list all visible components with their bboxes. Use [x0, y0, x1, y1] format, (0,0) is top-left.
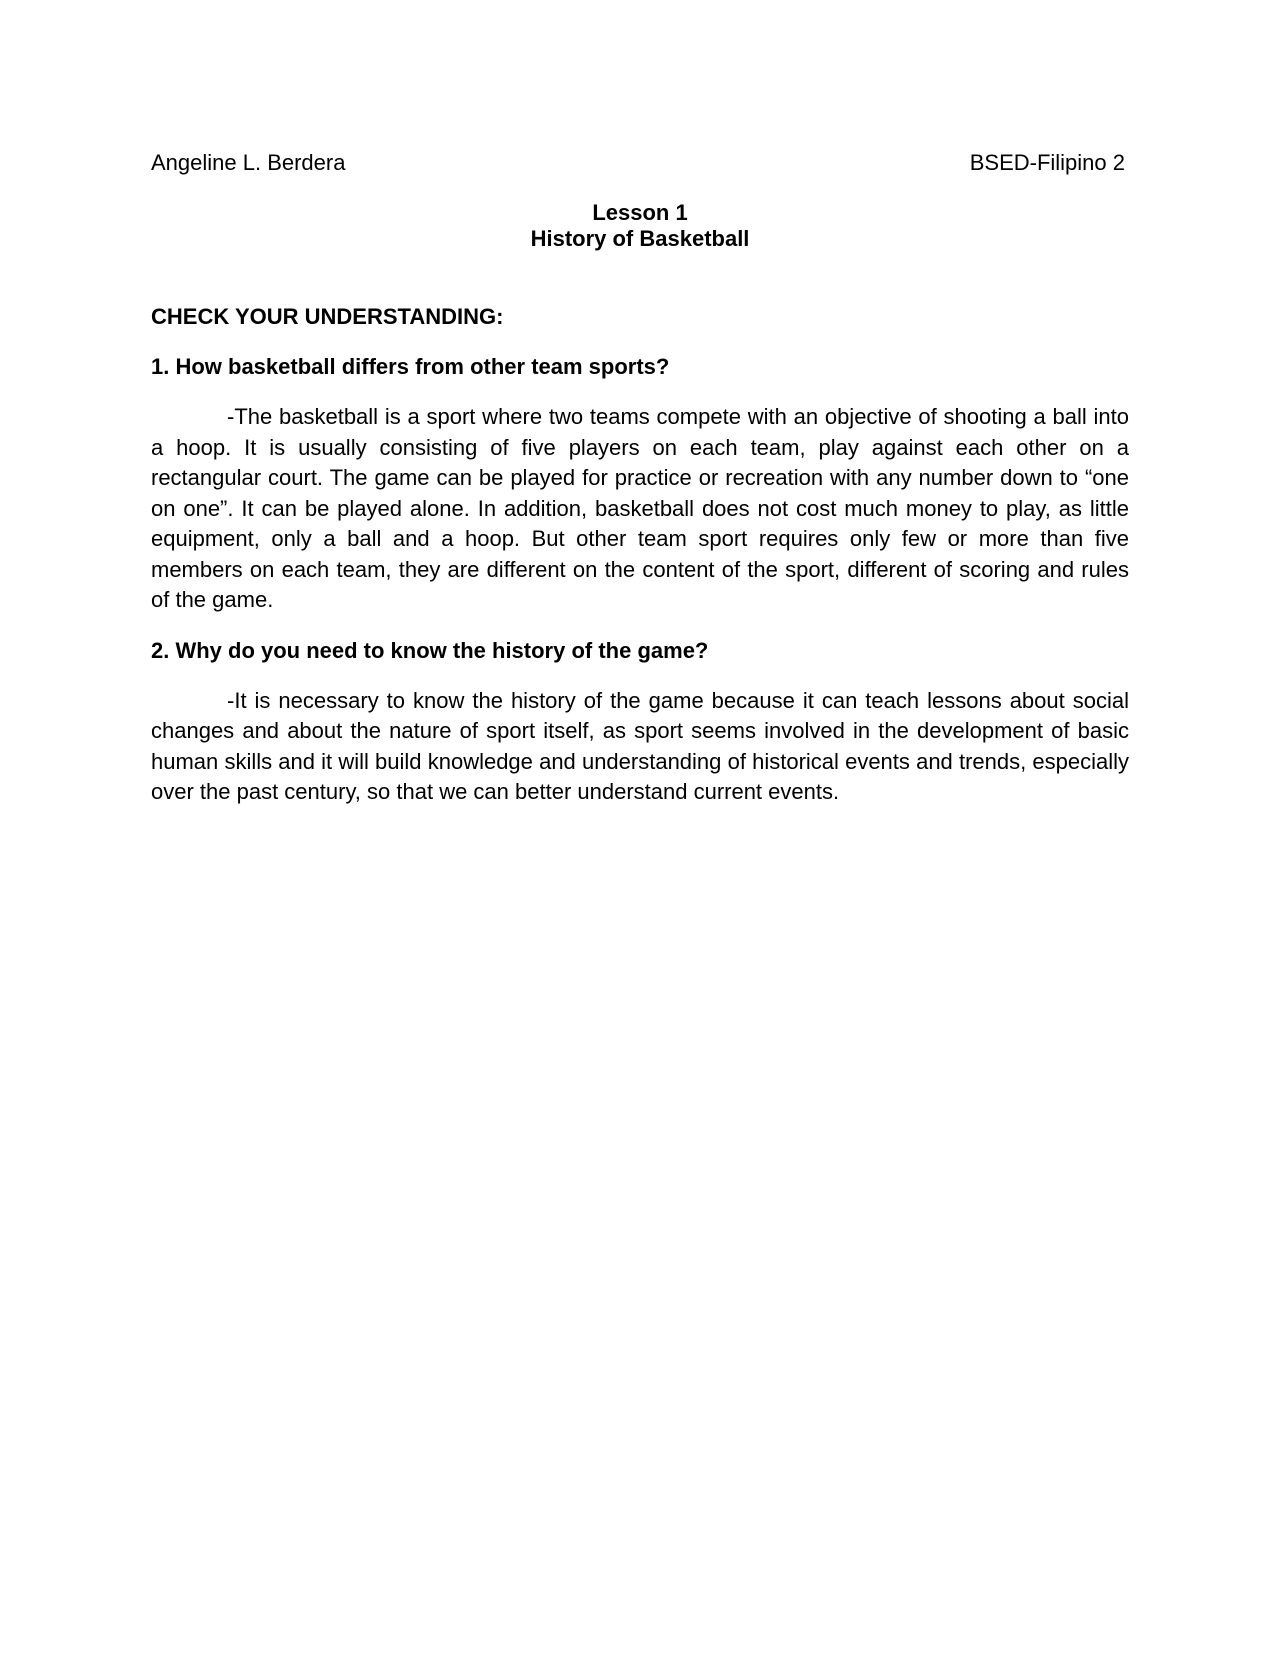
section-heading: CHECK YOUR UNDERSTANDING: — [151, 304, 504, 329]
lesson-topic: History of Basketball — [530, 226, 750, 251]
answer-2: -It is necessary to know the history of the game because it can teach lessons about social changes and about the nature of sport itself, as sport seems involved in the development of basic human skills and it will build knowledge and understanding of historical events and trends, especially over the past century, so that we can better understand current events. — [151, 687, 1129, 804]
course-label: BSED-Filipino 2 — [969, 150, 1125, 175]
document-content — [151, 148, 1129, 808]
lesson-title: Lesson 1 — [592, 200, 688, 225]
question-2: 2. Why do you need to know the history of the game? — [151, 637, 709, 663]
author-name: Angeline L. Berdera — [151, 150, 346, 175]
document-header — [151, 148, 1129, 178]
question-1: 1. How basketball differs from other team sports? — [151, 354, 670, 379]
title-block — [151, 200, 1129, 252]
answer-1: -The basketball is a sport where two teams compete with an objective of shooting a ball into a hoop. It is usually consisting of five players on each team, play against each other on a rectangular court. The game can be played for practice or recreation with any number down to “one on one”. It can be played alone. In addition, basketball does not cost much money to play, as little equipment, only a ball and a hoop. But other team sport requires only few or more than five members on each team, they are different on the content of the sport, different of scoring and rules of the game. — [151, 404, 1129, 612]
